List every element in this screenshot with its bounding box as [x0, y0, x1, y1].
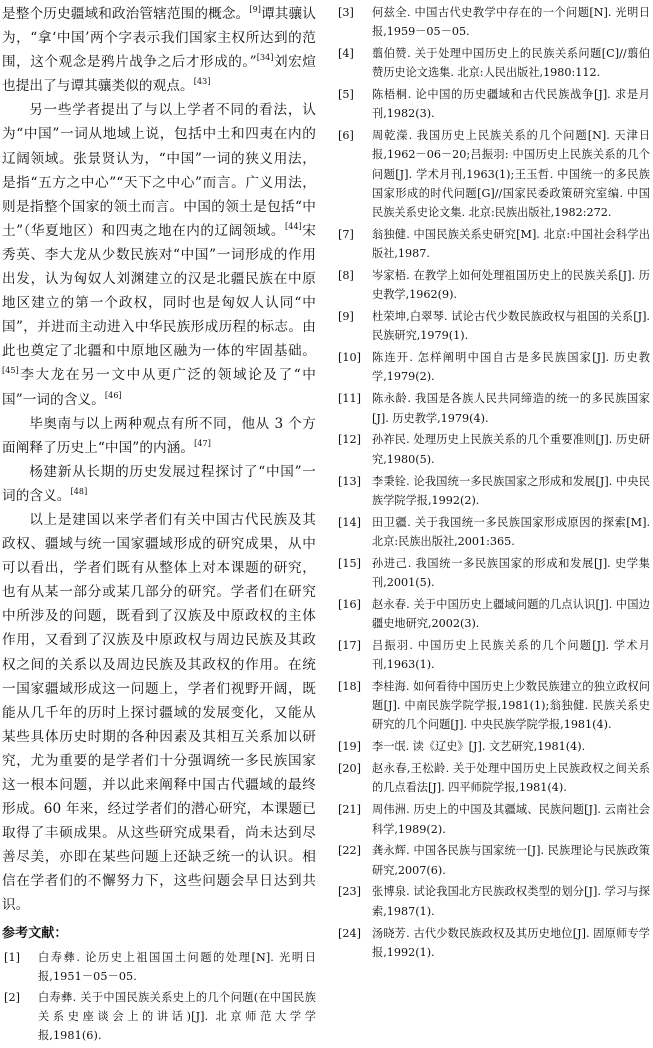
reference-number: [13]	[338, 474, 361, 488]
reference-number: [2]	[4, 990, 21, 1004]
body-text: 谭其骧认为，“拿‘中国’两个字表示我们国家主权所达到的范围，这个观念是鸦片战争之后才形成的。”	[2, 6, 316, 71]
reference-text: 周乾濚. 我国历史上民族关系的几个问题[N]. 天津日报,1962－06－20;吕振羽: 中国历史上民族关系的几个问题[J]. 学术月刊,1963(1);王玉哲. 中国统一的多民族国家形成的时代问题[G]//国家民委政策研究室编. 中国民族关系史论文集. 北京:民族出版社,1982:272.	[372, 129, 650, 220]
reference-number: [10]	[338, 351, 361, 365]
reference-text: 吕振羽. 中国历史上民族关系的几个问题[J]. 学术月刊,1963(1).	[372, 638, 650, 672]
reference-number: [1]	[4, 950, 21, 964]
reference-item	[336, 430, 650, 468]
reference-text: 陈连开. 怎样阐明中国自古是多民族国家[J]. 历史教学,1979(2).	[372, 351, 650, 384]
reference-item	[336, 800, 650, 838]
reference-number: [22]	[338, 844, 361, 858]
reference-item	[336, 44, 650, 82]
reference-text: 白寿彝. 论历史上祖国国土问题的处理[N]. 光明日报,1951－05－05.	[38, 950, 316, 983]
reference-text: 孙祚民. 处理历史上民族关系的几个重要准则[J]. 历史研究,1980(5).	[372, 433, 650, 466]
right-column	[336, 3, 650, 965]
reference-number: [11]	[338, 392, 361, 406]
paragraph	[2, 2, 316, 98]
reference-item	[336, 841, 650, 879]
reference-number: [14]	[338, 515, 361, 529]
body-text: 宋秀英、李大龙从少数民族对“中国”一词形成的作用出发，认为匈奴人刘渊建立的汉是北疆民族在中原地区建立的第一个政权，同时也是匈奴人认同“中国”，并进而主动进入中华民族形成历程的标志。由此也奠定了北疆和中原地区融为一体的牢固基础。	[2, 222, 316, 360]
left-column	[2, 2, 316, 1048]
reference-item	[336, 759, 650, 797]
reference-item	[336, 677, 650, 735]
citation-ref: [34]	[256, 53, 274, 63]
reference-number: [12]	[338, 433, 361, 447]
citation-ref: [43]	[193, 77, 211, 87]
reference-text: 何兹全. 中国古代史教学中存在的一个问题[N]. 光明日报,1959－05－05.	[372, 6, 650, 39]
reference-number: [15]	[338, 556, 361, 570]
body-text: 另一些学者提出了与以上学者不同的看法，认为“中国”一词从地域上说，包括中土和四夷在内的辽阔领域。张景贤认为，“中国”一词的狭义用法，是指“五方之中心”“天下之中心”而言。广义用法，则是指整个国家的领土而言。中国的领土是包括“中土”（华夏地区）和四夷之地在内的辽阔领域。	[2, 102, 316, 239]
paragraph	[2, 98, 316, 411]
reference-item	[336, 513, 650, 551]
reference-item	[336, 85, 650, 123]
reference-item	[2, 988, 316, 1046]
reference-text: 李一氓. 读《辽史》[J]. 文艺研究,1981(4).	[372, 740, 586, 754]
reference-number: [18]	[338, 680, 361, 694]
reference-text: 周伟洲. 历史上的中国及其疆域、民族问题[J]. 云南社会科学,1989(2).	[372, 803, 650, 836]
reference-number: [19]	[338, 740, 361, 754]
reference-number: [23]	[338, 885, 361, 899]
citation-ref: [9]	[249, 5, 262, 14]
citation-ref: [47]	[194, 438, 211, 448]
reference-item	[336, 472, 650, 510]
reference-item	[336, 737, 650, 756]
reference-text: 张博泉. 试论我国北方民族政权类型的划分[J]. 学习与探索,1987(1).	[372, 885, 650, 918]
citation-ref: [44]	[285, 221, 302, 231]
reference-number: [8]	[338, 269, 354, 283]
reference-text: 汤晓芳. 古代少数民族政权及其历史地位[J]. 固原师专学报,1992(1).	[372, 926, 650, 959]
reference-text: 李秉铨. 论我国统一多民族国家之形成和发展[J]. 中央民族学院学报,1992(2).	[372, 474, 650, 507]
reference-item	[2, 948, 316, 986]
body-text: 杨建新从长期的历史发展过程探讨了“中国”一词的含义。	[2, 463, 316, 504]
reference-list-left	[2, 948, 316, 1046]
reference-number: [3]	[338, 6, 354, 19]
citation-ref: [46]	[104, 390, 122, 400]
reference-text: 赵永春,王松龄. 关于处理中国历史上民族政权之间关系的几点看法[J]. 四平师院学报,1981(4).	[372, 762, 650, 795]
reference-number: [7]	[338, 227, 354, 241]
reference-text: 孙进己. 我国统一多民族国家的形成和发展[J]. 史学集刊,2001(5).	[372, 556, 650, 589]
body-text: 毕奥南与以上两种观点有所不同，他从 3 个方面阐释了历史上“中国”的内涵。	[2, 415, 316, 456]
reference-number: [21]	[338, 803, 361, 817]
reference-text: 白寿彝. 关于中国民族关系史上的几个问题(在中国民族关系史座谈会上的讲话)[J]. 北京师范大学学报,1981(6).	[38, 990, 316, 1043]
reference-list-right	[336, 3, 650, 962]
references-heading: 参考文献：	[2, 925, 68, 941]
reference-number: [4]	[338, 47, 354, 61]
reference-number: [20]	[338, 762, 361, 776]
reference-item	[336, 924, 650, 962]
reference-number: [9]	[338, 310, 354, 324]
reference-item	[336, 595, 650, 633]
reference-item	[336, 636, 650, 674]
reference-text: 翦伯赞. 关于处理中国历史上的民族关系问题[C]//翦伯赞历史论文选集. 北京:人民出版社,1980:112.	[372, 47, 650, 80]
reference-text: 李桂海. 如何看待中国历史上少数民族建立的独立政权问题[J]. 中南民族学院学报,1981(1);翁独健. 民族关系史研究的几个问题[J]. 中央民族学院学报,1981(4).	[372, 680, 650, 732]
reference-text: 赵永春. 关于中国历史上疆域问题的几点认识[J]. 中国边疆史地研究,2002(3).	[372, 597, 650, 631]
reference-number: [24]	[338, 926, 361, 940]
reference-text: 岑家梧. 在教学上如何处理祖国历史上的民族关系[J]. 历史教学,1962(9).	[372, 269, 650, 302]
reference-text: 杜荣坤,白翠琴. 试论古代少数民族政权与祖国的关系[J]. 民族研究,1979(1).	[372, 310, 650, 343]
reference-item	[336, 126, 650, 222]
citation-ref: [45]	[2, 366, 19, 376]
citation-ref: [48]	[70, 486, 88, 496]
reference-number: [16]	[338, 597, 361, 611]
reference-item	[336, 554, 650, 592]
reference-item	[336, 348, 650, 386]
reference-text: 陈永龄. 我国是各族人民共同缔造的统一的多民族国家[J]. 历史教学,1979(4).	[372, 392, 650, 425]
reference-item	[336, 225, 650, 263]
reference-item	[336, 389, 650, 427]
reference-text: 陈梧桐. 论中国的历史疆域和古代民族战争[J]. 求是月刊,1982(3).	[372, 88, 650, 121]
paragraph	[2, 412, 316, 460]
reference-item	[336, 266, 650, 304]
reference-number: [6]	[338, 129, 354, 143]
reference-text: 翁独健. 中国民族关系史研究[M]. 北京:中国社会科学出版社,1987.	[372, 227, 650, 261]
reference-number: [17]	[338, 638, 361, 652]
reference-item	[336, 882, 650, 920]
reference-number: [5]	[338, 88, 354, 102]
body-text: 李大龙在另一文中从更广泛的领域论及了“中国”一词的含义。	[2, 367, 316, 408]
paragraph: 以上是建国以来学者们有关中国古代民族及其政权、疆域与统一国家疆域形成的研究成果，从中可以看出，学者们既有从整体上对本课题的研究，也有从某一部分或某几部分的研究。学者们在研究中所涉及的问题，既看到了汉族及中原政权的主体作用，又看到了汉族及中原政权与周边民族及其政权之间的关系以及周边民族及其政权的作用。在统一国家疆域形成这一问题上，学者们视野开阔，既能从几千年的历时上探讨疆域的发展变化，又能从某些具体历史时期的各种因素及其相互关系加以研究，尤为重要的是学者们十分强调统一多民族国家这一根本问题，并以此来阐释中国古代疆域的最终形成。60 年来，经过学者们的潜心研究，本课题已取得了丰硕成果。从这些研究成果看，尚未达到尽善尽美，亦即在某些问题上还缺乏统一的认识。相信在学者们的不懈努力下，这些问题会早日达到共识。	[2, 511, 316, 914]
reference-text: 田卫疆. 关于我国统一多民族国家形成原因的探索[M]. 北京:民族出版社,2001:365.	[372, 515, 650, 548]
reference-text: 龚永辉. 中国各民族与国家统一[J]. 民族理论与民族政策研究,2007(6).	[372, 844, 650, 877]
reference-item	[336, 307, 650, 345]
body-text: 刘宏煊也提出了与谭其骧类似的观点。	[2, 54, 316, 95]
reference-item	[336, 3, 650, 41]
body-text: 是整个历史疆域和政治管辖范围的概念。	[2, 6, 250, 22]
paragraph	[2, 460, 316, 508]
